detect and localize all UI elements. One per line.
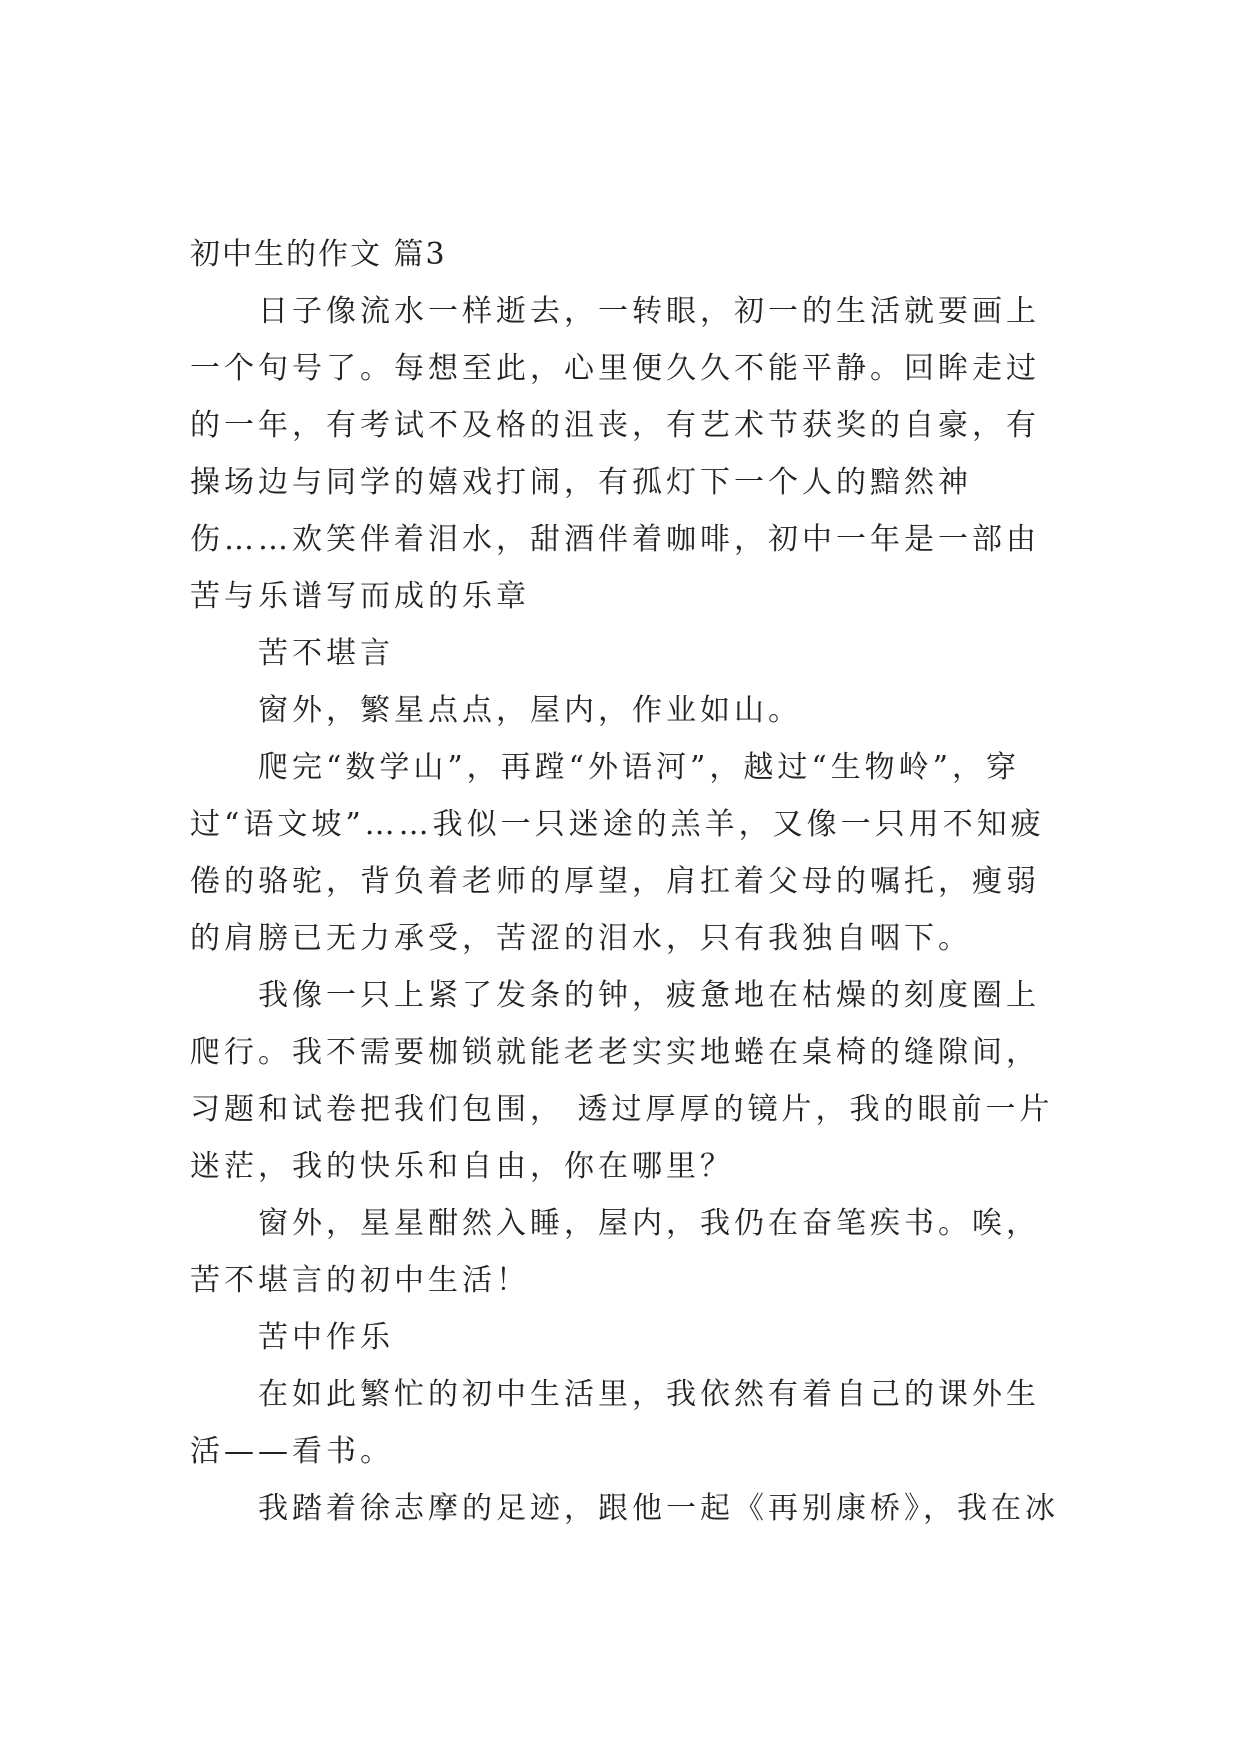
paragraph: 我像一只上紧了发条的钟，疲惫地在枯燥的刻度圈上爬行。我不需要枷锁就能老老实实地蜷在桌椅的缝隙间，习题和试卷把我们包围， 透过厚厚的镜片，我的眼前一片迷茫，我的快乐和自由，你在哪里？ [190, 978, 1054, 1184]
paragraph: 窗外，繁星点点，屋内，作业如山。 [258, 693, 802, 728]
paragraph: 在如此繁忙的初中生活里，我依然有着自己的课外生活——看书。 [190, 1377, 1040, 1469]
paragraph: 窗外，星星酣然入睡，屋内，我仍在奋笔疾书。唉，苦不堪言的初中生活！ [190, 1206, 1040, 1298]
essay-body [190, 226, 1060, 1537]
paragraph: 我踏着徐志摩的足迹，跟他一起《再别康桥》，我在冰 [258, 1491, 1059, 1526]
essay-title: 初中生的作文 篇3 [190, 237, 447, 272]
section-heading: 苦不堪言 [258, 636, 394, 671]
paragraph: 爬完“数学山”，再蹚“外语河”，越过“生物岭”，穿过“语文坡”……我似一只迷途的羔羊，又像一只用不知疲倦的骆驼，背负着老师的厚望，肩扛着父母的嘱托，瘦弱的肩膀已无力承受，苦涩的泪水，只有我独自咽下。 [190, 750, 1045, 956]
section-heading: 苦中作乐 [258, 1320, 394, 1355]
paragraph: 日子像流水一样逝去，一转眼，初一的生活就要画上一个句号了。每想至此，心里便久久不能平静。回眸走过的一年，有考试不及格的沮丧，有艺术节获奖的自豪，有操场边与同学的嬉戏打闹，有孤灯下一个人的黯然神伤……欢笑伴着泪水，甜酒伴着咖啡，初中一年是一部由苦与乐谱写而成的乐章 [190, 294, 1040, 614]
